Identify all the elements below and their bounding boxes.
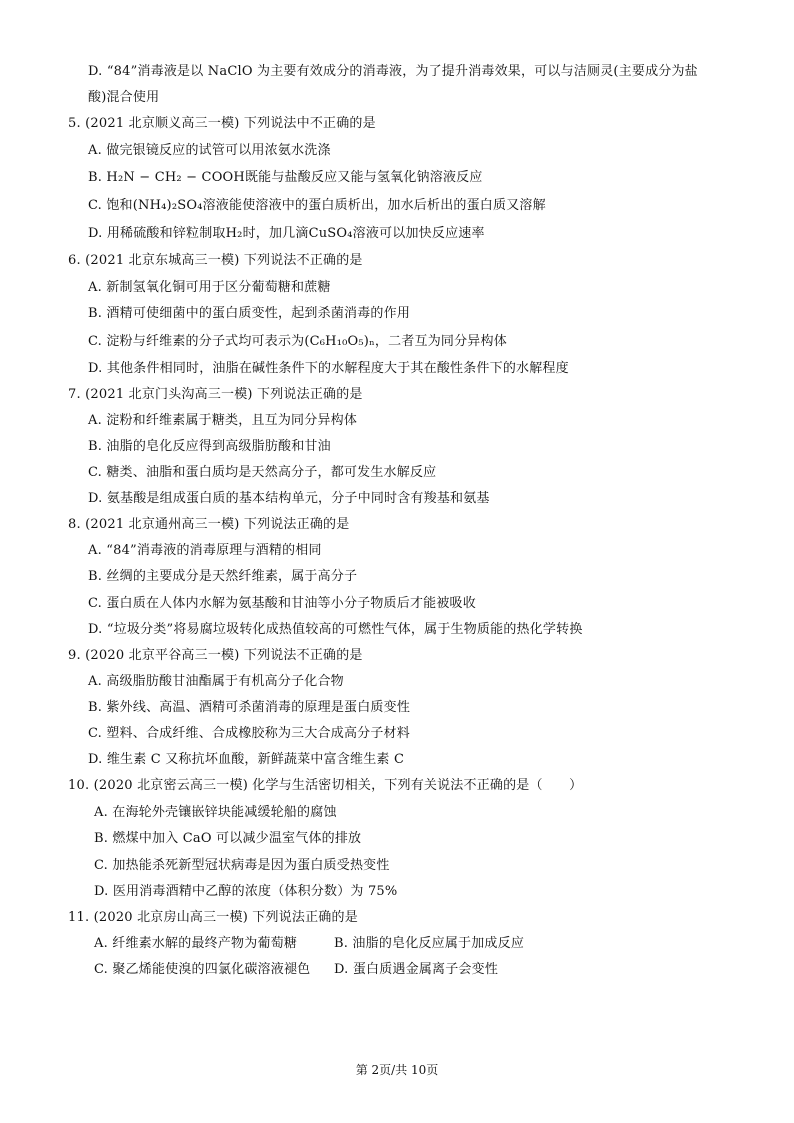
q6-option-a: A. 新制氢氧化铜可用于区分葡萄糖和蔗糖 [88,280,331,295]
q4-option-d: D. “84”消毒液是以 NaClO 为主要有效成分的消毒液，为了提升消毒效果，可以与洁厕灵(主要成分为盐 [88,64,698,79]
q8-option-c: C. 蛋白质在人体内水解为氨基酸和甘油等小分子物质后才能被吸收 [88,596,476,611]
q5-stem: 5. (2021 北京顺义高三一模) 下列说法中不正确的是 [68,116,376,131]
q7-option-a: A. 淀粉和纤维素属于糖类，且互为同分异构体 [88,413,358,428]
q8-stem: 8. (2021 北京通州高三一模) 下列说法正确的是 [68,517,350,532]
q6-option-c: C. 淀粉与纤维素的分子式均可表示为(C₆H₁₀O₅)ₙ，二者互为同分异构体 [88,334,507,349]
q8-option-a: A. “84”消毒液的消毒原理与酒精的相同 [88,543,322,558]
q10-option-c: C. 加热能杀死新型冠状病毒是因为蛋白质受热变性 [94,858,390,873]
q7-option-d: D. 氨基酸是组成蛋白质的基本结构单元，分子中同时含有羧基和氨基 [88,491,490,506]
q8-option-d: D. “垃圾分类”将易腐垃圾转化成热值较高的可燃性气体，属于生物质能的热化学转换 [88,622,583,637]
q10-option-b: B. 燃煤中加入 CaO 可以减少温室气体的排放 [94,831,362,846]
q11-option-a: A. 纤维素水解的最终产物为葡萄糖 [94,936,298,951]
q9-option-b: B. 紫外线、高温、酒精可杀菌消毒的原理是蛋白质变性 [88,700,411,715]
q6-option-b: B. 酒精可使细菌中的蛋白质变性，起到杀菌消毒的作用 [88,306,411,321]
q9-option-c: C. 塑料、合成纤维、合成橡胶称为三大合成高分子材料 [88,726,410,741]
q7-stem: 7. (2021 北京门头沟高三一模) 下列说法正确的是 [68,387,363,402]
q5-option-b: B. H₂N − CH₂ − COOH既能与盐酸反应又能与氢氧化钠溶液反应 [88,170,483,185]
q10-stem: 10. (2020 北京密云高三一模) 化学与生活密切相关，下列有关说法不正确的是（ ） [68,778,583,793]
q10-option-d: D. 医用消毒酒精中乙醇的浓度（体积分数）为 75% [94,884,398,899]
q4-option-d-cont: 酸)混合使用 [88,90,160,105]
q11-stem: 11. (2020 北京房山高三一模) 下列说法正确的是 [68,910,358,925]
q7-option-b: B. 油脂的皂化反应得到高级脂肪酸和甘油 [88,439,331,454]
q9-option-d: D. 维生素 C 又称抗坏血酸，新鲜蔬菜中富含维生素 C [88,752,405,767]
q9-option-a: A. 高级脂肪酸甘油酯属于有机高分子化合物 [88,674,344,689]
q11-option-d: D. 蛋白质遇金属离子会变性 [334,962,499,977]
q11-option-b: B. 油脂的皂化反应属于加成反应 [334,936,525,951]
q5-option-a: A. 做完银镜反应的试管可以用浓氨水洗涤 [88,143,331,158]
q9-stem: 9. (2020 北京平谷高三一模) 下列说法不正确的是 [68,648,363,663]
q6-stem: 6. (2021 北京东城高三一模) 下列说法不正确的是 [68,253,363,268]
q6-option-d: D. 其他条件相同时，油脂在碱性条件下的水解程度大于其在酸性条件下的水解程度 [88,361,569,376]
q5-option-c: C. 饱和(NH₄)₂SO₄溶液能使溶液中的蛋白质析出，加水后析出的蛋白质又溶解 [88,198,546,213]
page-footer: 第 2页/共 10页 [355,1063,439,1077]
q7-option-c: C. 糖类、油脂和蛋白质均是天然高分子，都可发生水解反应 [88,465,437,480]
q11-option-c: C. 聚乙烯能使溴的四氯化碳溶液褪色 [94,962,311,977]
q8-option-b: B. 丝绸的主要成分是天然纤维素，属于高分子 [88,569,358,584]
q10-option-a: A. 在海轮外壳镶嵌锌块能减缓轮船的腐蚀 [94,805,337,820]
q5-option-d: D. 用稀硫酸和锌粒制取H₂时，加几滴CuSO₄溶液可以加快反应速率 [88,226,485,241]
